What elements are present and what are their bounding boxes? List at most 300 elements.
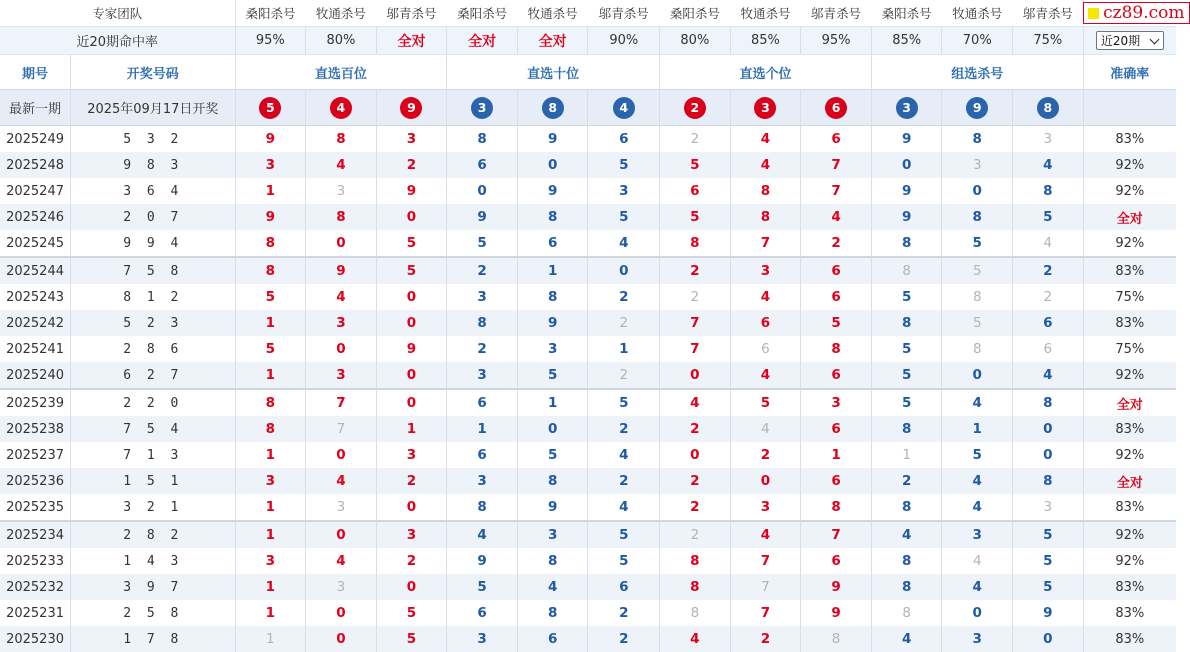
prediction-ball: 4 (613, 97, 635, 119)
table-row (0, 257, 1176, 284)
kill-number: 6 (548, 235, 557, 251)
kill-number: 7 (831, 157, 840, 173)
latest-prediction-row (0, 90, 1176, 126)
kill-number: 9 (266, 209, 275, 225)
draw-numbers: 3 6 4 (71, 178, 235, 204)
kill-number: 0 (690, 447, 699, 463)
kill-number: 1 (407, 421, 416, 437)
kill-number: 4 (761, 421, 770, 437)
kill-number: 5 (902, 395, 911, 411)
kill-number: 8 (690, 553, 699, 569)
kill-number: 5 (619, 553, 628, 569)
prediction-ball: 2 (684, 97, 706, 119)
kill-number: 8 (831, 499, 840, 515)
expert-name: 邬青杀号 (801, 0, 872, 27)
history-rows (0, 126, 1176, 652)
kill-number: 3 (1044, 499, 1053, 515)
draw-numbers: 2 2 0 (71, 389, 235, 416)
kill-number: 8 (548, 473, 557, 489)
table-row (0, 230, 1176, 257)
draw-numbers: 1 5 1 (71, 468, 235, 494)
kill-number: 3 (477, 473, 486, 489)
draw-numbers: 9 9 4 (71, 230, 235, 257)
kill-number: 1 (477, 421, 486, 437)
kill-number: 6 (1043, 315, 1052, 331)
kill-number: 4 (336, 553, 345, 569)
period-number: 2025237 (0, 442, 71, 468)
kill-number: 9 (266, 131, 275, 147)
period-number: 2025249 (0, 126, 71, 153)
kill-number: 3 (973, 157, 982, 173)
section-header-row (0, 55, 1176, 90)
kill-number: 3 (477, 631, 486, 647)
hit-rate: 全对 (517, 27, 588, 55)
kill-number: 8 (902, 605, 911, 621)
draw-numbers: 9 8 3 (71, 152, 235, 178)
kill-number: 9 (407, 341, 416, 357)
hit-rate: 75% (1013, 27, 1084, 55)
kill-number: 0 (477, 183, 486, 199)
period-select-cell[interactable] (1083, 27, 1176, 55)
kill-number: 3 (548, 527, 557, 543)
kill-number: 4 (902, 631, 911, 647)
kill-number: 6 (477, 605, 486, 621)
kill-number: 4 (619, 499, 628, 515)
hit-rate: 90% (588, 27, 660, 55)
kill-number: 9 (831, 579, 840, 595)
kill-number: 1 (266, 315, 275, 331)
hit-rate: 85% (871, 27, 942, 55)
kill-number: 5 (407, 235, 416, 251)
kill-number: 8 (902, 315, 911, 331)
kill-number: 9 (477, 553, 486, 569)
kill-number: 2 (690, 421, 699, 437)
table-row (0, 494, 1176, 521)
kill-number: 0 (1043, 631, 1052, 647)
kill-number: 5 (1043, 209, 1052, 225)
group-header: 组选杀号 (871, 55, 1083, 90)
kill-number: 3 (337, 499, 346, 515)
kill-number: 4 (973, 499, 982, 515)
accuracy-value: 83% (1083, 126, 1176, 153)
kill-number: 1 (266, 579, 275, 595)
expert-name: 邬青杀号 (1013, 0, 1084, 27)
period-range-value: 近20期 (1101, 32, 1140, 49)
kill-number: 7 (337, 421, 346, 437)
kill-number: 5 (973, 447, 982, 463)
kill-number: 7 (761, 579, 770, 595)
table-row (0, 574, 1176, 600)
kill-number: 1 (973, 421, 982, 437)
kill-number: 6 (831, 473, 840, 489)
kill-number: 6 (761, 341, 770, 357)
kill-number: 5 (266, 289, 275, 305)
accuracy-value: 83% (1083, 310, 1176, 336)
units-header: 直选个位 (660, 55, 872, 90)
period-number: 2025245 (0, 230, 71, 257)
kill-number: 6 (831, 421, 840, 437)
kill-number: 5 (548, 367, 557, 383)
kill-number: 4 (1043, 157, 1052, 173)
draw-numbers: 7 1 3 (71, 442, 235, 468)
draw-numbers: 8 1 2 (71, 284, 235, 310)
table-row (0, 126, 1176, 153)
kill-number: 8 (831, 341, 840, 357)
kill-number: 3 (477, 289, 486, 305)
period-number: 2025238 (0, 416, 71, 442)
kill-number: 1 (266, 367, 275, 383)
kill-number: 3 (973, 527, 982, 543)
kill-number: 0 (407, 579, 416, 595)
kill-number: 1 (266, 527, 275, 543)
kill-number: 8 (902, 421, 911, 437)
kill-number: 2 (902, 473, 911, 489)
kill-number: 2 (619, 367, 628, 383)
kill-number: 4 (761, 157, 770, 173)
table-row (0, 468, 1176, 494)
kill-number: 5 (690, 209, 699, 225)
kill-number: 8 (761, 183, 770, 199)
kill-number: 8 (902, 579, 911, 595)
logo-text: cz89.com (1103, 3, 1184, 23)
kill-number: 1 (266, 605, 275, 621)
accuracy-value: 75% (1083, 336, 1176, 362)
table-row (0, 416, 1176, 442)
kill-number: 8 (1043, 473, 1052, 489)
hit-rate-label: 近20期命中率 (0, 27, 235, 55)
kill-number: 5 (902, 341, 911, 357)
expert-name: 牧通杀号 (730, 0, 801, 27)
kill-number: 8 (973, 341, 982, 357)
hit-rate: 80% (306, 27, 377, 55)
kill-number: 3 (973, 631, 982, 647)
kill-number: 7 (761, 553, 770, 569)
kill-number: 0 (336, 631, 345, 647)
kill-number: 2 (691, 131, 700, 147)
period-header: 期号 (0, 55, 71, 90)
kill-number: 2 (690, 499, 699, 515)
kill-number: 8 (548, 209, 557, 225)
kill-number: 7 (761, 605, 770, 621)
kill-number: 0 (973, 367, 982, 383)
kill-number: 5 (1043, 579, 1052, 595)
kill-number: 2 (761, 631, 770, 647)
table-row (0, 389, 1176, 416)
period-number: 2025233 (0, 548, 71, 574)
kill-number: 5 (477, 235, 486, 251)
kill-number: 5 (407, 605, 416, 621)
logo-square-icon (1088, 8, 1099, 19)
kill-number: 4 (1043, 367, 1052, 383)
expert-name: 邬青杀号 (588, 0, 660, 27)
kill-number: 0 (407, 289, 416, 305)
kill-number: 3 (548, 341, 557, 357)
kill-number: 0 (407, 315, 416, 331)
prediction-ball: 3 (471, 97, 493, 119)
kill-number: 5 (973, 235, 982, 251)
kill-number: 8 (477, 131, 486, 147)
kill-number: 6 (831, 263, 840, 279)
kill-number: 0 (336, 235, 345, 251)
kill-number: 0 (973, 183, 982, 199)
kill-number: 5 (619, 157, 628, 173)
expert-name: 牧通杀号 (942, 0, 1013, 27)
draw-header: 开奖号码 (71, 55, 235, 90)
kill-number: 0 (1043, 421, 1052, 437)
expert-name: 桑阳杀号 (447, 0, 518, 27)
kill-number: 4 (619, 447, 628, 463)
kill-number: 3 (337, 579, 346, 595)
expert-name: 桑阳杀号 (871, 0, 942, 27)
kill-number: 0 (973, 605, 982, 621)
kill-number: 9 (548, 499, 557, 515)
kill-number: 0 (761, 473, 770, 489)
kill-number: 2 (761, 447, 770, 463)
kill-number: 4 (336, 473, 345, 489)
kill-number: 0 (336, 605, 345, 621)
kill-number: 4 (336, 289, 345, 305)
kill-number: 4 (619, 235, 628, 251)
kill-number: 9 (548, 315, 557, 331)
kill-number: 6 (690, 183, 699, 199)
kill-number: 4 (690, 631, 699, 647)
kill-number: 7 (336, 395, 345, 411)
kill-number: 2 (690, 473, 699, 489)
period-number: 2025231 (0, 600, 71, 626)
kill-number: 4 (973, 579, 982, 595)
kill-number: 4 (973, 395, 982, 411)
kill-number: 8 (902, 263, 911, 279)
period-number: 2025246 (0, 204, 71, 230)
kill-number: 3 (407, 447, 416, 463)
kill-number: 8 (266, 395, 275, 411)
accuracy-value: 83% (1083, 257, 1176, 284)
kill-number: 8 (902, 235, 911, 251)
table-row (0, 310, 1176, 336)
kill-number: 4 (973, 553, 982, 569)
kill-number: 8 (690, 235, 699, 251)
table-row (0, 284, 1176, 310)
kill-number: 8 (690, 579, 699, 595)
kill-number: 2 (619, 315, 628, 331)
kill-number: 1 (266, 499, 275, 515)
period-range-select[interactable] (1096, 31, 1164, 50)
period-number: 2025239 (0, 389, 71, 416)
kill-number: 6 (548, 631, 557, 647)
kill-number: 5 (548, 447, 557, 463)
hit-rate: 85% (730, 27, 801, 55)
period-number: 2025247 (0, 178, 71, 204)
draw-numbers: 6 2 7 (71, 362, 235, 389)
period-number: 2025244 (0, 257, 71, 284)
table-row (0, 442, 1176, 468)
kill-number: 8 (973, 289, 982, 305)
expert-name: 牧通杀号 (306, 0, 377, 27)
accuracy-value: 92% (1083, 548, 1176, 574)
kill-number: 9 (336, 263, 345, 279)
kill-number: 2 (690, 263, 699, 279)
kill-number: 2 (407, 157, 416, 173)
expert-header-row (0, 0, 1176, 27)
kill-number: 3 (761, 263, 770, 279)
kill-number: 7 (690, 315, 699, 331)
kill-number: 7 (831, 527, 840, 543)
kill-number: 0 (336, 527, 345, 543)
kill-number: 1 (266, 447, 275, 463)
site-logo[interactable] (1083, 2, 1189, 24)
kill-number: 8 (548, 553, 557, 569)
kill-number: 4 (690, 395, 699, 411)
kill-number: 8 (1043, 183, 1052, 199)
accuracy-value: 75% (1083, 284, 1176, 310)
draw-numbers: 3 2 1 (71, 494, 235, 521)
kill-number: 6 (831, 553, 840, 569)
kill-number: 0 (902, 157, 911, 173)
kill-number: 4 (761, 527, 770, 543)
kill-number: 5 (973, 315, 982, 331)
table-row (0, 548, 1176, 574)
kill-number: 3 (407, 131, 416, 147)
draw-numbers: 2 0 7 (71, 204, 235, 230)
prediction-ball: 3 (896, 97, 918, 119)
kill-number: 5 (902, 367, 911, 383)
kill-number: 8 (973, 209, 982, 225)
kill-number: 5 (407, 631, 416, 647)
kill-number: 2 (619, 631, 628, 647)
kill-number: 2 (691, 289, 700, 305)
kill-number: 6 (831, 289, 840, 305)
draw-numbers: 1 7 8 (71, 626, 235, 652)
prediction-ball: 5 (259, 97, 281, 119)
kill-number: 8 (266, 235, 275, 251)
kill-number: 5 (831, 315, 840, 331)
kill-number: 6 (477, 447, 486, 463)
hit-rate: 95% (235, 27, 306, 55)
prediction-ball: 8 (542, 97, 564, 119)
hit-rate: 80% (660, 27, 731, 55)
kill-number: 8 (336, 131, 345, 147)
kill-number: 7 (831, 183, 840, 199)
prediction-ball: 9 (966, 97, 988, 119)
kill-number: 8 (336, 209, 345, 225)
chevron-down-icon (1149, 34, 1159, 44)
accuracy-value: 83% (1083, 494, 1176, 521)
kill-number: 6 (619, 131, 628, 147)
kill-number: 9 (548, 183, 557, 199)
kill-number: 9 (902, 209, 911, 225)
kill-number: 5 (407, 263, 416, 279)
site-logo-cell[interactable] (1083, 0, 1176, 27)
kill-number: 0 (619, 263, 628, 279)
accuracy-header: 准确率 (1083, 55, 1176, 90)
accuracy-value: 83% (1083, 626, 1176, 652)
kill-number: 5 (619, 209, 628, 225)
kill-number: 4 (761, 367, 770, 383)
draw-numbers: 2 5 8 (71, 600, 235, 626)
kill-number: 8 (477, 315, 486, 331)
expert-name: 牧通杀号 (517, 0, 588, 27)
prediction-ball: 3 (754, 97, 776, 119)
kill-number: 0 (336, 447, 345, 463)
tens-header: 直选十位 (447, 55, 660, 90)
kill-number: 3 (831, 395, 840, 411)
kill-number: 6 (619, 579, 628, 595)
kill-number: 2 (619, 289, 628, 305)
kill-number: 1 (619, 341, 628, 357)
kill-number: 2 (1043, 263, 1052, 279)
table-row (0, 336, 1176, 362)
period-number: 2025234 (0, 521, 71, 548)
kill-number: 3 (761, 499, 770, 515)
draw-numbers: 7 5 8 (71, 257, 235, 284)
kill-number: 3 (477, 367, 486, 383)
kill-number: 8 (266, 263, 275, 279)
kill-number: 0 (548, 157, 557, 173)
period-number: 2025240 (0, 362, 71, 389)
hit-rate: 70% (942, 27, 1013, 55)
kill-number: 3 (266, 473, 275, 489)
team-label: 专家团队 (0, 0, 235, 27)
kill-number: 1 (902, 447, 911, 463)
kill-number: 3 (266, 553, 275, 569)
kill-number: 2 (619, 605, 628, 621)
accuracy-value: 92% (1083, 152, 1176, 178)
kill-number: 1 (548, 263, 557, 279)
draw-numbers: 5 3 2 (71, 126, 235, 153)
kill-number: 0 (548, 421, 557, 437)
kill-number: 5 (1043, 527, 1052, 543)
kill-number: 9 (902, 183, 911, 199)
period-number: 2025236 (0, 468, 71, 494)
draw-numbers: 2 8 6 (71, 336, 235, 362)
kill-number: 3 (407, 527, 416, 543)
kill-number: 3 (619, 183, 628, 199)
kill-number: 8 (902, 499, 911, 515)
accuracy-value: 83% (1083, 574, 1176, 600)
kill-number: 5 (690, 157, 699, 173)
prediction-ball: 4 (330, 97, 352, 119)
expert-name: 邬青杀号 (376, 0, 447, 27)
hundreds-header: 直选百位 (235, 55, 447, 90)
hit-rate: 95% (801, 27, 872, 55)
kill-number: 3 (337, 183, 346, 199)
kill-number: 0 (407, 395, 416, 411)
kill-number: 6 (831, 367, 840, 383)
table-row (0, 626, 1176, 652)
kill-number: 3 (266, 157, 275, 173)
kill-number: 4 (902, 527, 911, 543)
kill-number: 1 (266, 183, 275, 199)
kill-number: 5 (761, 395, 770, 411)
accuracy-value: 92% (1083, 178, 1176, 204)
kill-number: 6 (761, 315, 770, 331)
period-number: 2025243 (0, 284, 71, 310)
kill-number: 6 (477, 395, 486, 411)
kill-number: 2 (407, 553, 416, 569)
draw-numbers: 2 8 2 (71, 521, 235, 548)
hit-rate: 全对 (376, 27, 447, 55)
kill-number: 9 (1043, 605, 1052, 621)
kill-number: 2 (619, 473, 628, 489)
latest-label: 最新一期 (0, 90, 71, 126)
kill-number: 9 (902, 131, 911, 147)
expert-name: 桑阳杀号 (660, 0, 731, 27)
kill-number: 9 (831, 605, 840, 621)
accuracy-value: 92% (1083, 442, 1176, 468)
accuracy-value: 全对 (1083, 389, 1176, 416)
kill-number: 7 (761, 235, 770, 251)
kill-number: 0 (1043, 447, 1052, 463)
